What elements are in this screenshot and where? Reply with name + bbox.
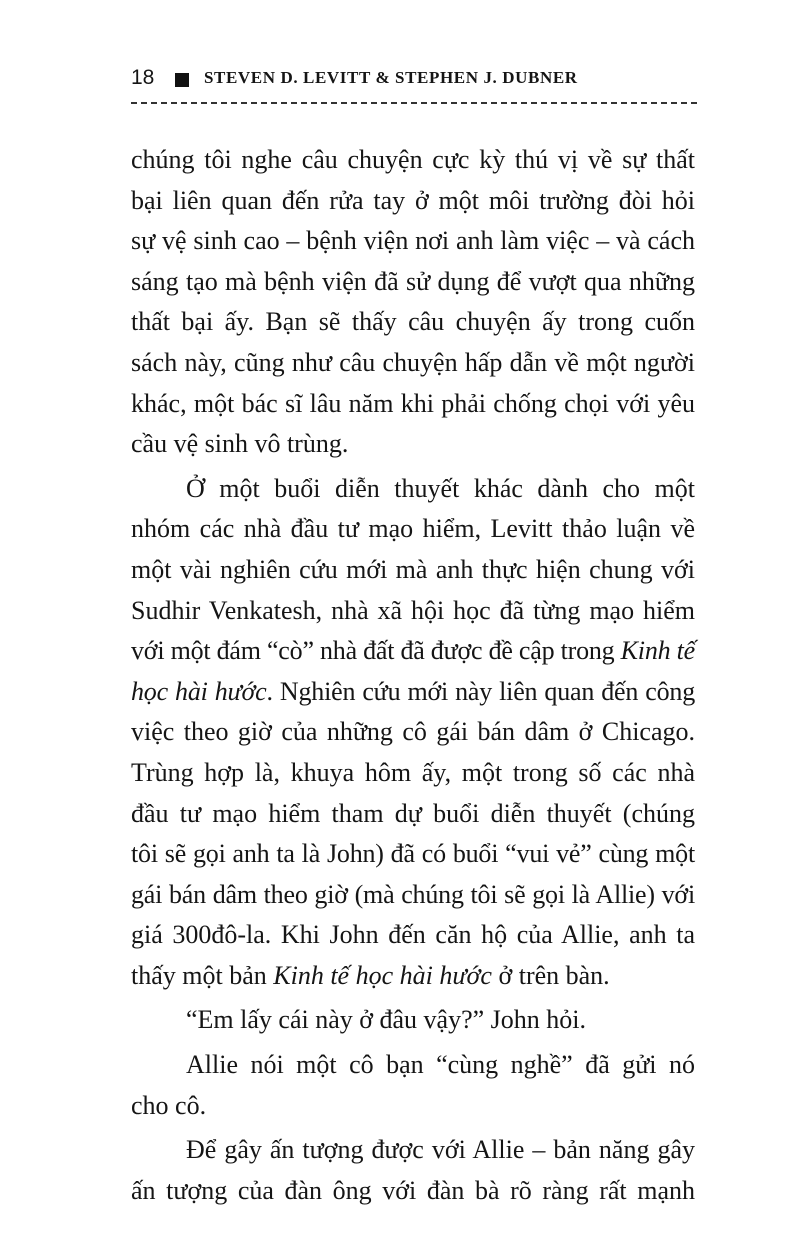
book-title-italic: học hài hước	[131, 676, 267, 706]
text-line	[131, 1086, 695, 1127]
paragraph	[131, 1000, 695, 1041]
text-line	[131, 672, 695, 713]
book-title-italic: Kinh tế	[620, 636, 695, 666]
text-line	[131, 509, 695, 550]
text-line	[131, 221, 695, 262]
paragraph	[131, 1130, 695, 1211]
text-line	[131, 302, 695, 343]
text-run: nhóm các nhà đầu tư mạo hiểm, Levitt thảo luận về	[131, 514, 695, 544]
text-run: thất bại ấy. Bạn sẽ thấy câu chuyện ấy trong cuốn	[131, 307, 695, 337]
text-line	[131, 915, 695, 956]
text-line	[131, 631, 695, 672]
text-line	[131, 956, 695, 997]
text-run: đầu tư mạo hiểm tham dự buổi diễn thuyết (chúng	[131, 798, 695, 828]
book-title-italic: Kinh tế học hài hước	[273, 960, 492, 990]
text-run: cầu vệ sinh vô trùng.	[131, 429, 349, 459]
body-text	[131, 140, 695, 1211]
text-line	[131, 262, 695, 303]
text-run: tôi sẽ gọi anh ta là John) đã có buổi “vui vẻ” cùng một	[131, 839, 695, 869]
text-line	[131, 834, 695, 875]
text-run: bại liên quan đến rửa tay ở một môi trường đòi hỏi	[131, 185, 695, 215]
text-run: việc theo giờ của những cô gái bán dâm ở Chicago.	[131, 717, 695, 747]
text-run: Ở một buổi diễn thuyết khác dành cho một	[186, 473, 695, 503]
text-line	[131, 1000, 695, 1041]
text-run: sách này, cũng như câu chuyện hấp dẫn về một người	[131, 347, 695, 377]
text-line	[131, 343, 695, 384]
text-run: khác, một bác sĩ lâu năm khi phải chống chọi với yêu	[131, 388, 695, 418]
text-run: Để gây ấn tượng được với Allie – bản năng gây	[186, 1135, 695, 1165]
paragraph	[131, 469, 695, 997]
text-run: . Nghiên cứu mới này liên quan đến công	[266, 676, 695, 706]
text-run: Allie nói một cô bạn “cùng nghề” đã gửi nó	[186, 1050, 695, 1080]
running-title: STEVEN D. LEVITT & STEPHEN J. DUBNER	[204, 68, 578, 87]
text-run: với một đám “cò” nhà đất đã được đề cập trong	[131, 636, 621, 666]
running-header	[131, 62, 697, 102]
text-line	[131, 424, 695, 465]
text-run: sự vệ sinh cao – bệnh viện nơi anh làm việc – và cách	[131, 226, 695, 256]
text-run: thấy một bản	[131, 960, 274, 990]
text-run: giá 300đô-la. Khi John đến căn hộ của Allie, anh ta	[131, 920, 695, 950]
text-line	[131, 1045, 695, 1086]
text-run: Trùng hợp là, khuya hôm ấy, một trong số các nhà	[131, 757, 695, 787]
text-run: một vài nghiên cứu mới mà anh thực hiện chung với	[131, 554, 695, 584]
text-line	[131, 753, 695, 794]
text-line	[131, 384, 695, 425]
text-line	[131, 181, 695, 222]
square-bullet-icon	[175, 73, 189, 87]
page-number: 18	[131, 66, 155, 89]
text-run: gái bán dâm theo giờ (mà chúng tôi sẽ gọi là Allie) với	[131, 879, 695, 909]
text-line	[131, 1130, 695, 1171]
text-line	[131, 1171, 695, 1212]
text-run: sáng tạo mà bệnh viện đã sử dụng để vượt qua những	[131, 266, 695, 296]
text-line	[131, 712, 695, 753]
paragraph	[131, 1045, 695, 1126]
text-run: ở trên bàn.	[491, 960, 610, 990]
text-line	[131, 591, 695, 632]
text-line	[131, 550, 695, 591]
text-line	[131, 794, 695, 835]
text-line	[131, 140, 695, 181]
text-run: chúng tôi nghe câu chuyện cực kỳ thú vị về sự thất	[131, 145, 695, 174]
paragraph	[131, 140, 695, 465]
text-run: ấn tượng của đàn ông với đàn bà rõ ràng rất mạnh	[131, 1175, 695, 1205]
text-line	[131, 875, 695, 916]
text-line	[131, 469, 695, 510]
dashed-divider	[131, 102, 697, 104]
text-run: cho cô.	[131, 1090, 207, 1120]
text-run: “Em lấy cái này ở đâu vậy?” John hỏi.	[186, 1005, 587, 1035]
text-run: Sudhir Venkatesh, nhà xã hội học đã từng mạo hiểm	[131, 595, 695, 625]
